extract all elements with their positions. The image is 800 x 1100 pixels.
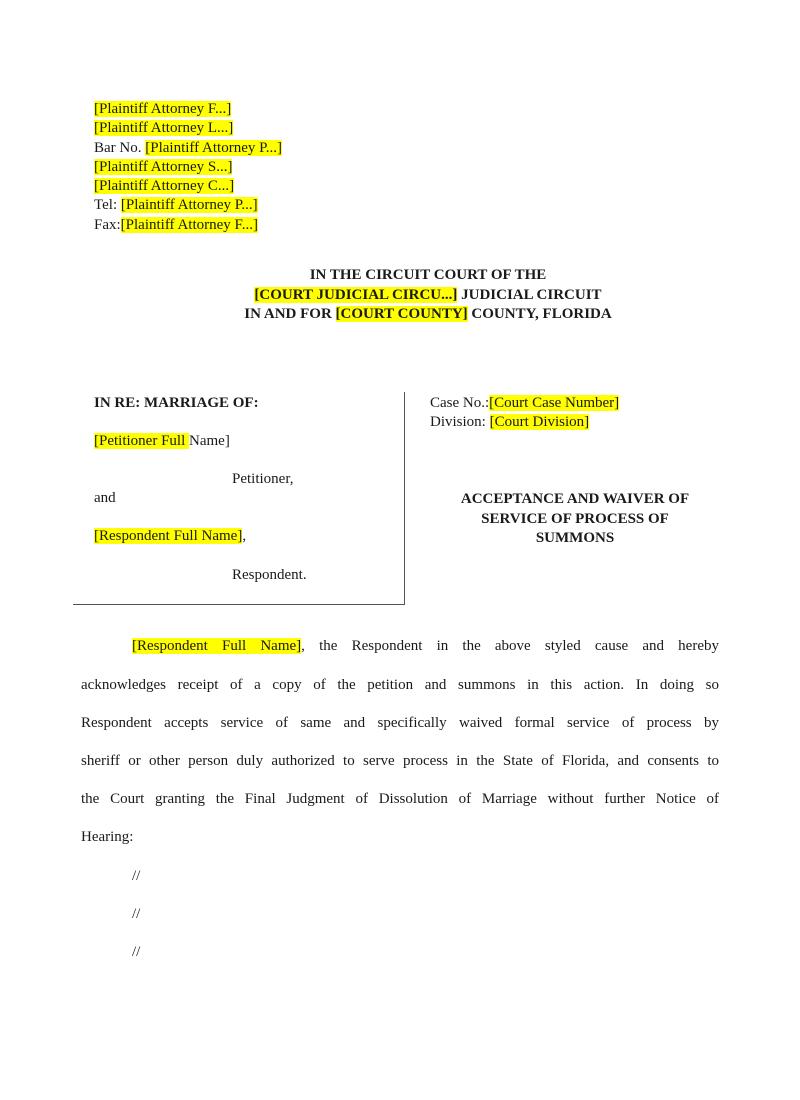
attorney-line2: [Plaintiff Attorney L...] <box>94 120 234 137</box>
body-line-3: Respondent accepts service of same and specifically waived formal service of process by <box>81 715 719 731</box>
attorney-tel: Tel: [Plaintiff Attorney P...] <box>94 197 258 214</box>
document-title <box>415 490 735 549</box>
respondent-label: Respondent. <box>232 567 307 583</box>
court-heading <box>0 266 800 325</box>
and-text: and <box>94 490 116 506</box>
court-line3: IN AND FOR [COURT COUNTY] COUNTY, FLORIDA <box>244 306 612 322</box>
court-line2: [COURT JUDICIAL CIRCU...] JUDICIAL CIRCUIT <box>254 286 602 303</box>
body-line-6: Hearing: <box>81 829 134 845</box>
slash-separator: // <box>132 906 141 922</box>
respondent-name: [Respondent Full Name], <box>94 528 247 544</box>
petitioner-label: Petitioner, <box>232 471 294 487</box>
attorney-city: [Plaintiff Attorney C...] <box>94 178 235 195</box>
in-re-heading: IN RE: MARRIAGE OF: <box>94 395 259 411</box>
court-line1: IN THE CIRCUIT COURT OF THE <box>309 267 547 283</box>
slash-separator: // <box>132 944 141 960</box>
slash-separator: // <box>132 868 141 884</box>
body-line-4: sheriff or other person duly authorized to serve process in the State of Florida, and consents to <box>81 753 719 769</box>
body-line-5: the Court granting the Final Judgment of Dissolution of Marriage without further Notice of <box>81 791 719 807</box>
caption-horizontal-rule <box>73 604 405 605</box>
document-title-line3: SUMMONS <box>535 530 615 546</box>
body-line-1: [Respondent Full Name], the Respondent in the above styled cause and hereby <box>132 638 719 654</box>
attorney-bar-number: Bar No. [Plaintiff Attorney P...] <box>94 139 283 156</box>
petitioner-name: [Petitioner Full Name] <box>94 433 230 449</box>
division: Division: [Court Division] <box>430 414 590 430</box>
attorney-block <box>94 100 282 235</box>
caption-vertical-rule <box>404 392 405 604</box>
document-title-line1: ACCEPTANCE AND WAIVER OF <box>460 491 690 507</box>
attorney-street: [Plaintiff Attorney S...] <box>94 158 233 175</box>
document-title-line2: SERVICE OF PROCESS OF <box>481 510 669 527</box>
attorney-name: [Plaintiff Attorney F...] <box>94 101 232 117</box>
case-number: Case No.:[Court Case Number] <box>430 395 620 411</box>
attorney-fax: Fax:[Plaintiff Attorney F...] <box>94 216 258 233</box>
body-line-2: acknowledges receipt of a copy of the petition and summons in this action. In doing so <box>81 677 719 693</box>
